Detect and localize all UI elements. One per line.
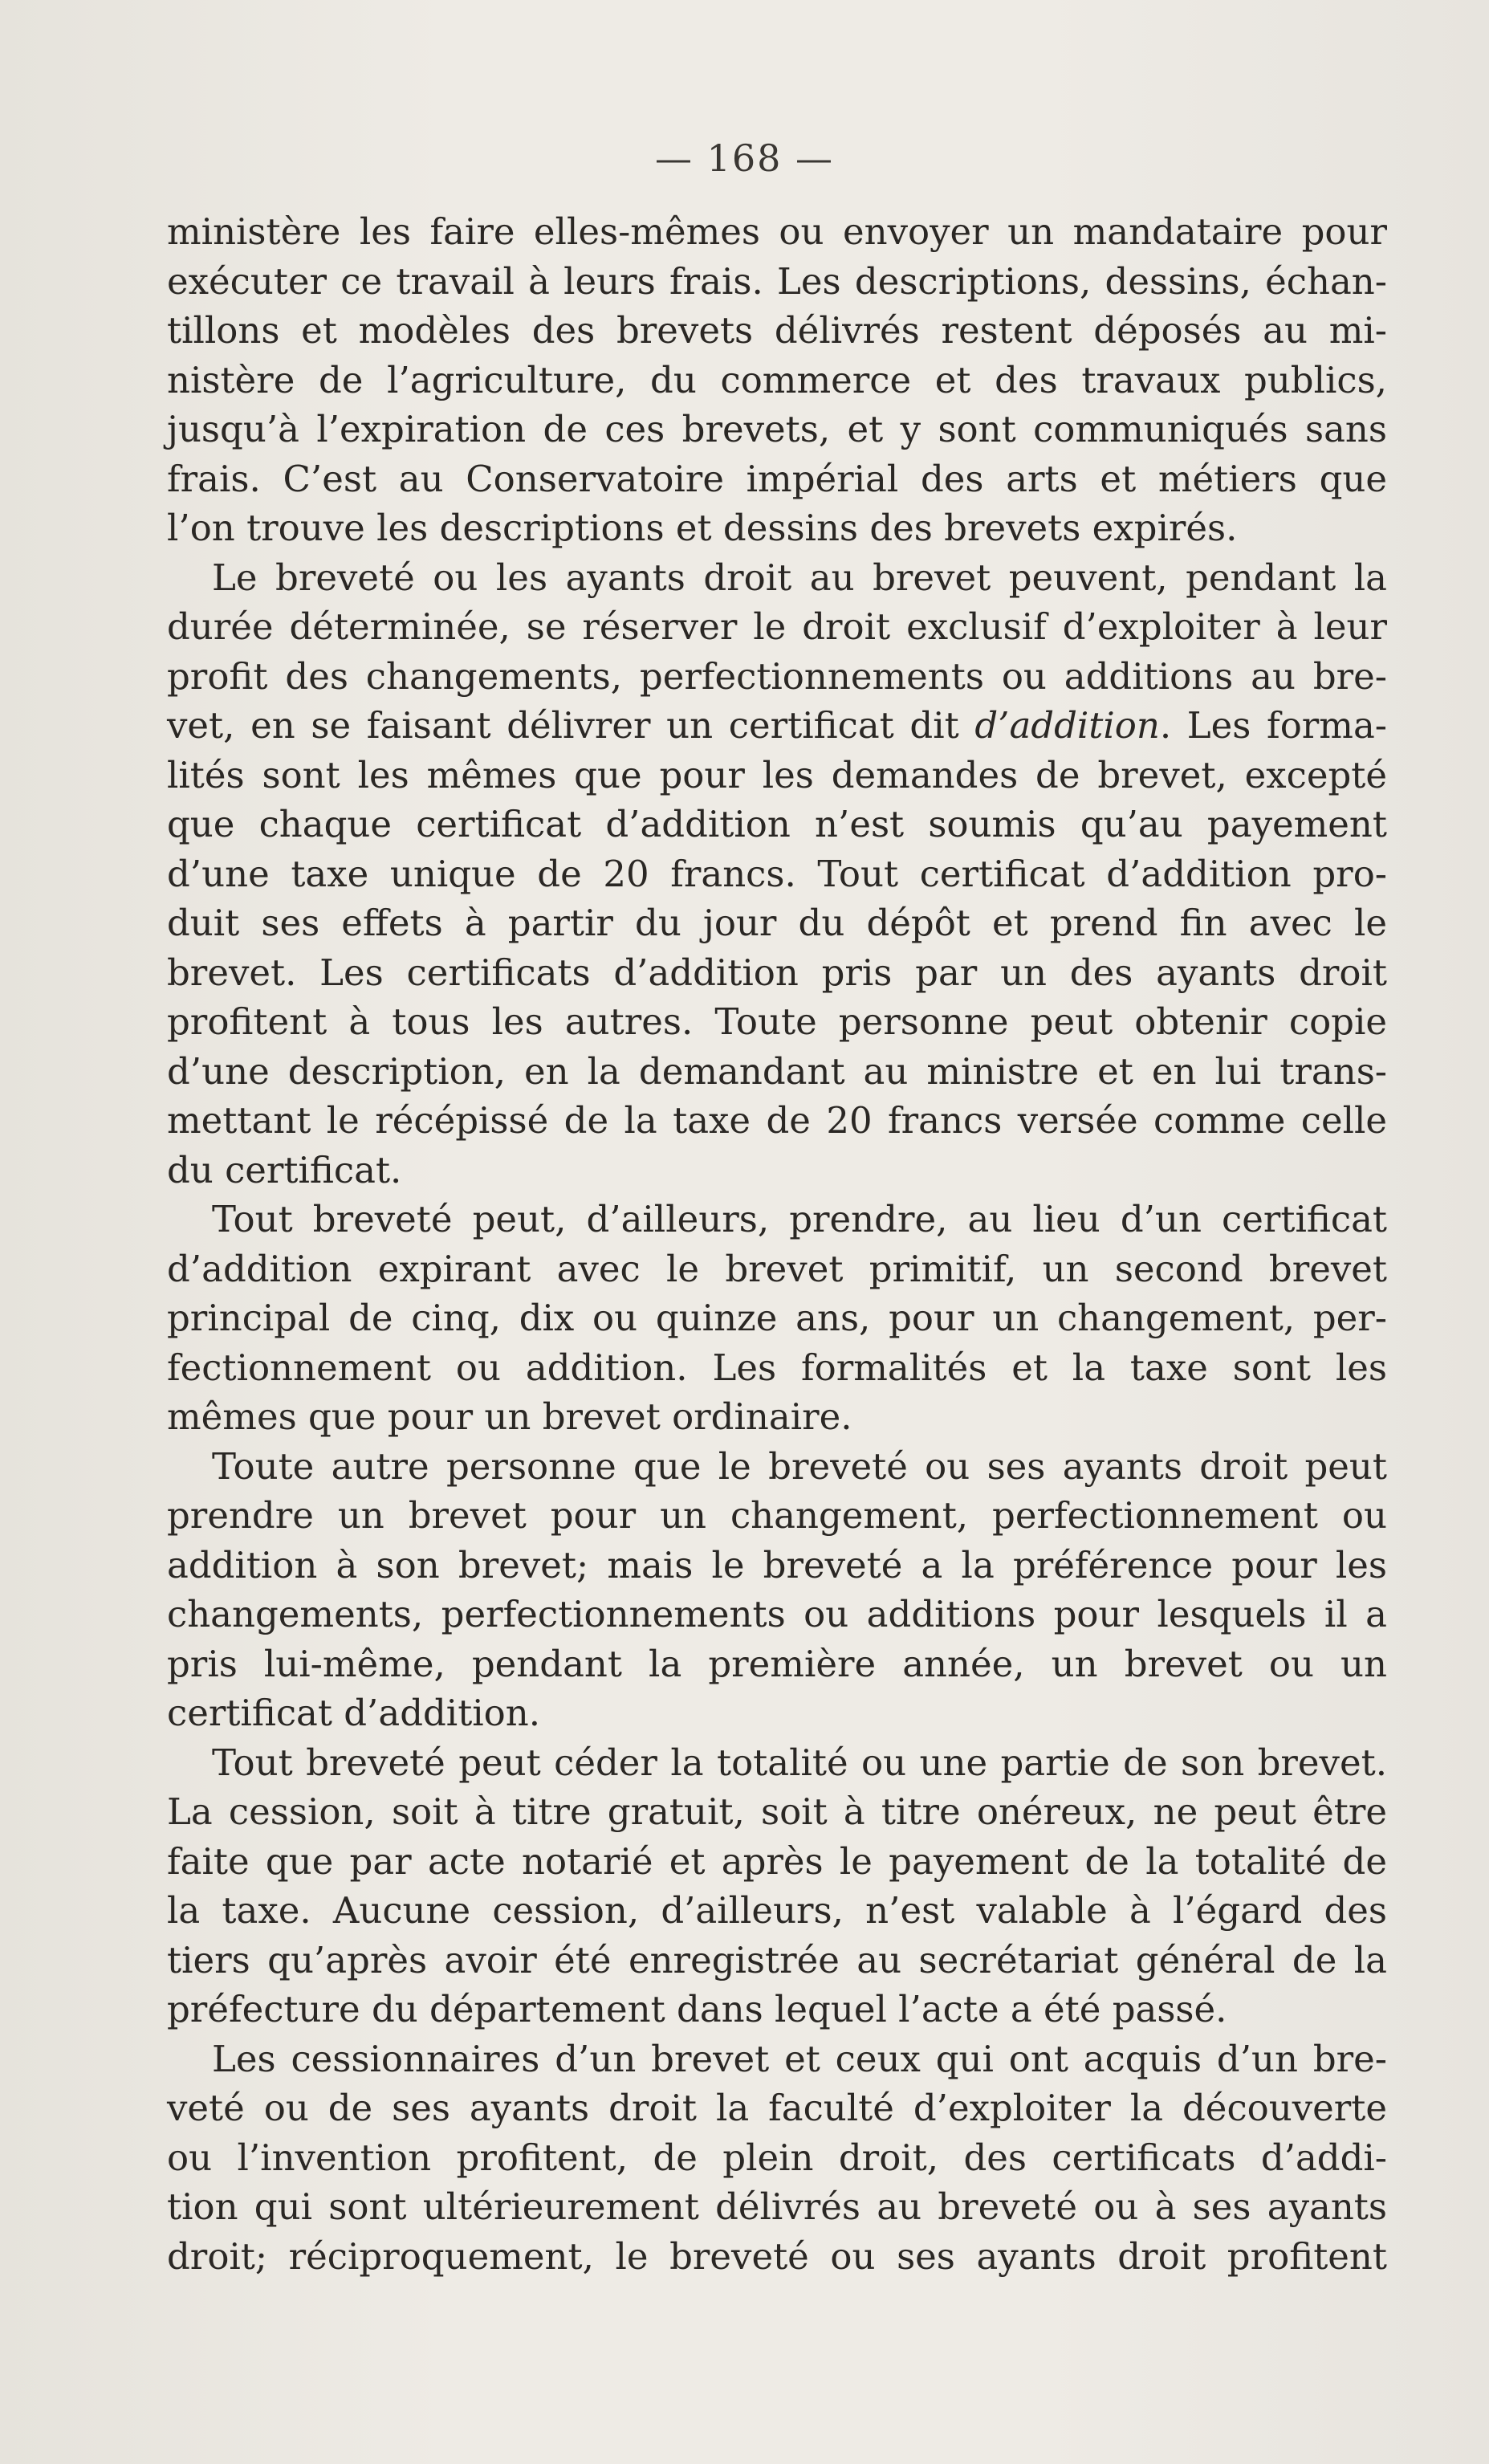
text-line: mêmes que pour un brevet ordinaire. (167, 1395, 852, 1438)
text-line: ou l’invention profitent, de plein droit, des certificats d’addi- (167, 2136, 1387, 2179)
text-line: nistère de l’agriculture, du commerce et des travaux publics, (167, 358, 1387, 401)
text-line: duit ses effets à partir du jour du dépôt et prend fin avec le (167, 902, 1387, 944)
text-line: certificat d’addition. (167, 1692, 541, 1734)
text-line: la taxe. Aucune cession, d’ailleurs, n’est valable à l’égard des (167, 1889, 1387, 1932)
text-line: Tout breveté peut, d’ailleurs, prendre, au lieu d’un certificat (212, 1198, 1387, 1240)
text-line: principal de cinq, dix ou quinze ans, pour un changement, per- (167, 1297, 1387, 1339)
page-number: — 168 — (654, 136, 835, 180)
text-line: droit; réciproquement, le breveté ou ses ayants droit profitent (167, 2234, 1387, 2278)
text-line: d’addition expirant avec le brevet primitif, un second brevet (167, 1247, 1387, 1290)
text-line: tion qui sont ultérieurement délivrés au breveté ou à ses ayants (167, 2185, 1387, 2228)
text-line: que chaque certificat d’addition n’est soumis qu’au payement (167, 803, 1387, 845)
text-line: fectionnement ou addition. Les formalités et la taxe sont les (167, 1346, 1387, 1389)
text-line: ministère les faire elles-mêmes ou envoyer un mandataire pour (167, 210, 1387, 253)
text-line: Tout breveté peut céder la totalité ou une partie de son brevet. (212, 1741, 1387, 1784)
text-line: durée déterminée, se réserver le droit exclusif d’exploiter à leur (167, 605, 1387, 648)
text-line: Le breveté ou les ayants droit au brevet peuvent, pendant la (212, 556, 1387, 599)
italic-term: d’addition (974, 704, 1160, 747)
text-line: frais. C’est au Conservatoire impérial des arts et métiers que (167, 457, 1387, 500)
text-line: tiers qu’après avoir été enregistrée au secrétariat général de la (167, 1938, 1387, 1981)
text-line: faite que par acte notarié et après le payement de la totalité de (167, 1839, 1387, 1883)
text-line: profitent à tous les autres. Toute personne peut obtenir copie (167, 1000, 1387, 1043)
text-line: tillons et modèles des brevets délivrés restent déposés au mi- (167, 309, 1387, 352)
text-line: préfecture du département dans lequel l’acte a été passé. (167, 1988, 1227, 2030)
text-line: addition à son brevet; mais le breveté a la préférence pour les (167, 1543, 1387, 1586)
text-line: veté ou de ses ayants droit la faculté d’exploiter la découverte (167, 2087, 1387, 2129)
text-line: changements, perfectionnements ou additions pour lesquels il a (167, 1593, 1387, 1635)
text-line: d’une taxe unique de 20 francs. Tout certificat d’addition pro- (167, 852, 1387, 895)
text-line: exécuter ce travail à leurs frais. Les descriptions, dessins, échan- (167, 259, 1387, 303)
text-line: du certificat. (167, 1148, 402, 1191)
text-line: prendre un brevet pour un changement, perfectionnement ou (167, 1494, 1387, 1537)
text-line: Les cessionnaires d’un brevet et ceux qui ont acquis d’un bre- (212, 2037, 1387, 2080)
text-run: . Les forma- (1159, 704, 1387, 747)
text-line (167, 701, 1387, 751)
text-run: vet, en se faisant délivrer un certificat dit (167, 704, 975, 747)
text-line: profit des changements, perfectionnements ou additions au bre- (167, 654, 1387, 698)
text-line: brevet. Les certificats d’addition pris par un des ayants droit (167, 951, 1387, 994)
body-text (167, 207, 1387, 2281)
text-line: jusqu’à l’expiration de ces brevets, et y sont communiqués sans (167, 408, 1387, 450)
text-line: pris lui-même, pendant la première année, un brevet ou un (167, 1642, 1387, 1685)
text-line: mettant le récépissé de la taxe de 20 francs versée comme celle (167, 1099, 1387, 1142)
text-line: La cession, soit à titre gratuit, soit à titre onéreux, ne peut être (167, 1790, 1387, 1833)
text-line: l’on trouve les descriptions et dessins des brevets expirés. (167, 507, 1238, 549)
text-line: d’une description, en la demandant au ministre et en lui trans- (167, 1049, 1387, 1093)
text-line: Toute autre personne que le breveté ou ses ayants droit peut (212, 1444, 1387, 1488)
text-line: lités sont les mêmes que pour les demandes de brevet, excepté (167, 753, 1387, 796)
